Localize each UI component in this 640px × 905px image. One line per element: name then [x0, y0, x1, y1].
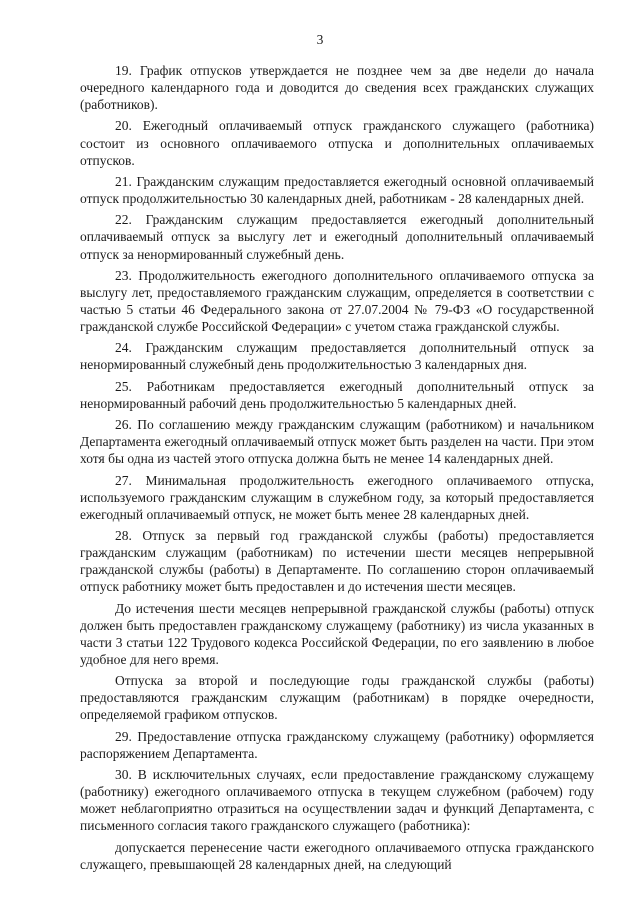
paragraph-19: 19. График отпусков утверждается не позднее чем за две недели до начала очередного календарного года и доводится до сведения всех гражданских служащих (работников). — [80, 63, 594, 113]
paragraph-24: 24. Гражданским служащим предоставляется дополнительный отпуск за ненормированный служебный день продолжительностью 3 календарных дня. — [80, 340, 594, 373]
paragraph-28: 28. Отпуск за первый год гражданской службы (работы) предоставляется гражданским служащим (работникам) по истечении шести месяцев непрерывной гражданской службы (работы) в Департаменте. По соглашению сторон оплачиваемый отпуск работнику может быть предоставлен и до истечения шести месяцев. — [80, 528, 594, 595]
paragraph-25: 25. Работникам предоставляется ежегодный дополнительный отпуск за ненормированный рабочий день продолжительностью 5 календарных дней. — [80, 378, 594, 411]
paragraph-23: 23. Продолжительность ежегодного дополнительного оплачиваемого отпуска за выслугу лет, предоставляемого гражданским служащим, определяется в соответствии с частью 5 статьи 46 Федерального закона от 27.07.2004 № 79-ФЗ «О государственной гражданской службе Российской Федерации» с учетом стажа гражданской службы. — [80, 267, 594, 335]
paragraph-30: 30. В исключительных случаях, если предоставление гражданскому служащему (работнику) ежегодного оплачиваемого отпуска в текущем служебном (рабочем) году может неблагоприятно отразиться на осуществлении задач и функций Департамента, с письменного согласия такого гражданского служащего (работника): — [80, 767, 594, 834]
paragraph-21: 21. Гражданским служащим предоставляется ежегодный основной оплачиваемый отпуск продолжительностью 30 календарных дней, работникам - 28 календарных дней. — [80, 173, 594, 207]
paragraph-28-continued-1: До истечения шести месяцев непрерывной гражданской службы (работы) отпуск должен быть предоставлен гражданскому служащему (работнику) из числа указанных в части 3 статьи 122 Трудового кодекса Российской Федерации, по его заявлению в любое удобное для него время. — [80, 600, 594, 667]
paragraph-27: 27. Минимальная продолжительность ежегодного оплачиваемого отпуска, используемого гражданским служащим в служебном году, за который предоставляется ежегодный оплачиваемый отпуск, не может быть менее 28 календарных дней. — [80, 472, 594, 522]
paragraph-28-continued-2: Отпуска за второй и последующие годы гражданской службы (работы) предоставляются гражданским служащим (работникам) в порядке очередности, определяемой графиком отпусков. — [80, 673, 594, 723]
page-number: 3 — [316, 32, 324, 47]
paragraph-26: 26. По соглашению между гражданским служащим (работником) и начальником Департамента ежегодный оплачиваемый отпуск может быть разделен на части. При этом хотя бы одна из частей этого отпуска должна быть не менее 14 календарных дней. — [80, 417, 594, 467]
paragraph-20: 20. Ежегодный оплачиваемый отпуск гражданского служащего (работника) состоит из основного оплачиваемого отпуска и дополнительных оплачиваемых отпусков. — [80, 118, 594, 168]
paragraph-30-item: допускается перенесение части ежегодного оплачиваемого отпуска гражданского служащего, превышающей 28 календарных дней, на следующий — [80, 839, 594, 872]
paragraph-29: 29. Предоставление отпуска гражданскому служащему (работнику) оформляется распоряжением Департамента. — [80, 728, 594, 761]
document-body — [80, 62, 594, 877]
paragraph-22: 22. Гражданским служащим предоставляется ежегодный дополнительный оплачиваемый отпуск за выслугу лет и ежегодный дополнительный оплачиваемый отпуск за ненормированный служебный день. — [80, 212, 594, 262]
